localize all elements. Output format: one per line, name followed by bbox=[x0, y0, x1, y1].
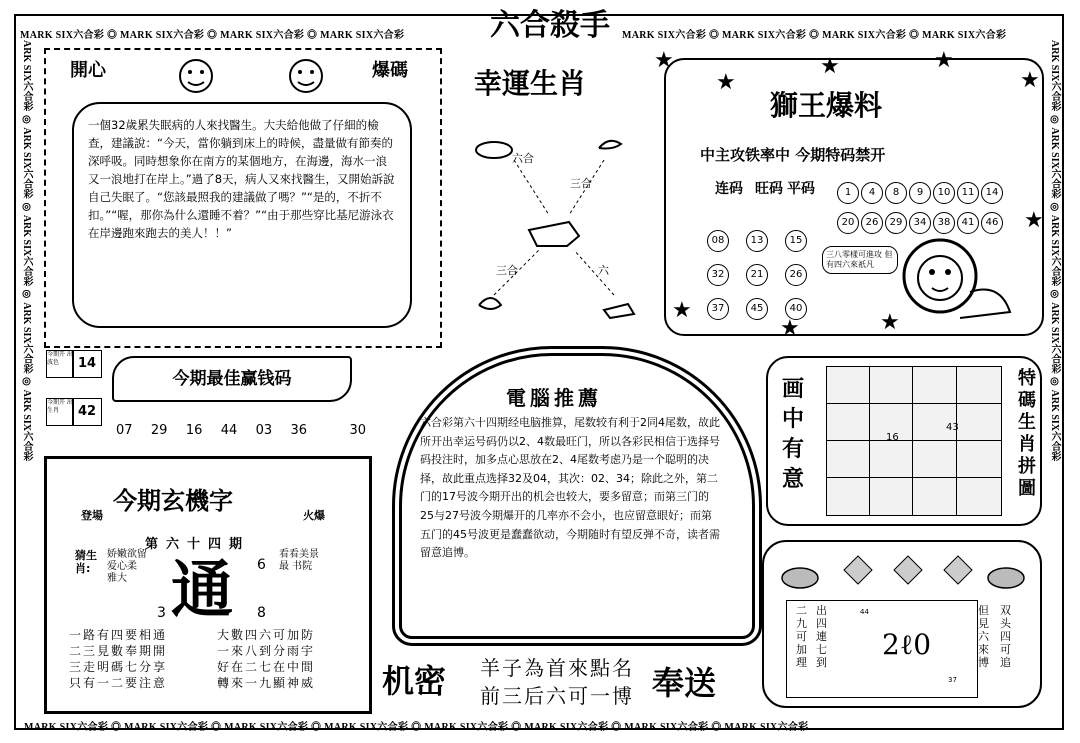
xuanji-poem-right: 大數四六可加防 一來八到分雨宇 好在二七在中間 轉來一九顯神威 bbox=[217, 628, 316, 690]
story-body: 一個32歲累失眠病的人來找醫生。大夫給他做了仔細的檢查，建議說：“今天，當你躺到床上的時候，盡量做有節奏的深呼吸。同時想象你在南方的某個地方，在海邊，海水一浪又一浪地打在岸上。”過了8天，病人又來找醫生，又開始訴說自己失眠了。“您該最照我的建議做了嗎？”“是的，不折不扣。”“喔，那你為什么還睡不着？”“由于那些穿比基尼游泳衣在岸邊跑來跑去的美人！！” bbox=[72, 102, 412, 328]
lion-box bbox=[664, 54, 1044, 336]
best-number: 36 bbox=[290, 423, 308, 438]
xuanji-left-tag: 登場 bbox=[81, 509, 103, 522]
story-title-left: 開心 bbox=[70, 60, 106, 81]
xuanji-right-hint: 看看美景 最 书院 bbox=[279, 549, 319, 572]
left-strip: ARK SIX六合彩 ◎ ARK SIX六合彩 ◎ ARK SIX六合彩 ◎ ARK SIX六合彩 ◎ ARK SIX六合彩 bbox=[21, 40, 32, 462]
zodiac-label-2: 三合 bbox=[570, 177, 592, 190]
zodiac-label-1: 六合 bbox=[512, 152, 534, 165]
banned-row-2: 20 26 29 34 38 41 46 bbox=[836, 210, 1036, 236]
gold-ingot-icons bbox=[778, 550, 1028, 594]
xuanji-num: 6 bbox=[257, 557, 266, 573]
col-head-1: 连码 bbox=[715, 181, 743, 197]
prize-num: 44 bbox=[860, 608, 869, 616]
secret-line-2: 前三后六可一博 bbox=[480, 684, 634, 708]
best-title: 今期最佳赢钱码 bbox=[112, 356, 352, 402]
star-icon: ★ bbox=[934, 48, 954, 73]
zodiac-label-3: 三合 bbox=[496, 264, 518, 277]
star-icon: ★ bbox=[672, 298, 692, 323]
xuanji-num: 8 bbox=[257, 605, 266, 621]
prize-num: 37 bbox=[948, 676, 957, 684]
num-circle: 45 bbox=[746, 298, 768, 320]
num-circle: 13 bbox=[746, 230, 768, 252]
xuanji-big-char: 通 bbox=[171, 553, 234, 626]
num-circle: 40 bbox=[785, 298, 807, 320]
right-strip: ARK SIX六合彩 ◎ ARK SIX六合彩 ◎ ARK SIX六合彩 ◎ ARK SIX六合彩 ◎ ARK SIX六合彩 bbox=[1049, 40, 1060, 462]
star-icon: ★ bbox=[1020, 68, 1040, 93]
best-number: 44 bbox=[220, 423, 238, 438]
bottom-strip: MARK SIX六合彩 ◎ MARK SIX六合彩 ◎ MARK SIX六合彩 ◎ MARK SIX六合彩 ◎ MARK SIX六合彩 ◎ MARK SIX六合彩 ◎ MARK SIX六合彩 ◎ MARK SIX六合彩 bbox=[24, 722, 809, 733]
prize-left-poem2: 出四連七到 bbox=[816, 604, 827, 669]
lion-icon bbox=[900, 232, 1020, 328]
banned-row-1: 1 4 8 9 10 11 14 bbox=[836, 180, 1036, 206]
star-icon: ★ bbox=[880, 310, 900, 335]
lion-number-grid bbox=[706, 228, 826, 322]
lucky-zodiac-title: 幸運生肖 bbox=[474, 67, 587, 100]
zodiac-animals-icon bbox=[454, 120, 654, 340]
puzzle-box bbox=[766, 356, 1042, 526]
page-title: 六合殺手 bbox=[490, 8, 610, 43]
num-circle: 26 bbox=[785, 264, 807, 286]
lion-title: 獅王爆料 bbox=[770, 89, 883, 122]
num-circle: 08 bbox=[707, 230, 729, 252]
prize-left-poem: 二九可加理 bbox=[796, 604, 807, 669]
star-icon: ★ bbox=[820, 54, 840, 79]
star-icon: ★ bbox=[780, 316, 800, 341]
computer-title: 電腦推薦 bbox=[506, 386, 602, 410]
secret-label: 机密 bbox=[382, 662, 447, 700]
best-label-2: 今期开 出生肖 bbox=[46, 398, 74, 426]
strip-text: MARK SIX六合彩 bbox=[20, 30, 105, 41]
puzzle-left-title: 画中有意 bbox=[782, 376, 805, 492]
best-number: 30 bbox=[349, 423, 366, 438]
star-icon: ★ bbox=[1024, 208, 1044, 233]
lion-subtitle: 中主攻铁率中 今期特码禁开 bbox=[700, 146, 886, 164]
best-number: 16 bbox=[185, 423, 203, 438]
puzzle-grid bbox=[826, 366, 1000, 514]
xuanji-poem-left: 一路有四要相通 二三見數奉期開 三走明碼七分享 只有一二要注意 bbox=[69, 628, 168, 690]
computer-body: 六合彩第六十四期经电脑推算，尾数较有利于2同4尾数，故此所开出幸运号码仍以2、4数最旺门，所以各彩民相信于选择号码投注时，加多点心思放在2、4尾数考虑乃是一个聪明的决择，故此重点选择32及04，其次：02、34；除此之外，第二门的17号波今期开出的机会也较大，要多留意；而第三门的25与27号波今期爆开的几率亦不会小，也应留意眼好；而第五门的45号波更是蠢蠢欲动，今期随时有望反弹不奇，读者需留意追博。 bbox=[420, 416, 720, 560]
best-number: 03 bbox=[255, 423, 273, 438]
best-value-1: 14 bbox=[72, 350, 102, 378]
star-icon: ★ bbox=[716, 70, 736, 95]
col-head-2: 旺码 bbox=[755, 181, 783, 197]
num-circle: 15 bbox=[785, 230, 807, 252]
best-label-1: 今期开 出波色 bbox=[46, 350, 74, 378]
xuanji-right-tag: 火爆 bbox=[303, 509, 325, 522]
best-value-2: 42 bbox=[72, 398, 102, 426]
secret-tag: 奉送 bbox=[652, 664, 717, 702]
zodiac-label-4: 六 bbox=[598, 264, 609, 277]
xuanji-period: 第六十四期 bbox=[145, 537, 251, 552]
prize-right-poem: 但見六來博 bbox=[978, 604, 989, 669]
story-title-right: 爆碼 bbox=[372, 60, 408, 81]
puzzle-right-title: 特碼生肖拼圖 bbox=[1018, 368, 1036, 499]
secret-line-1: 羊子為首來點名 bbox=[480, 656, 634, 680]
prize-box bbox=[762, 540, 1042, 708]
num-circle: 21 bbox=[746, 264, 768, 286]
col-head-3: 平码 bbox=[787, 181, 815, 197]
xuanji-side-label: 猜生肖: bbox=[75, 549, 97, 575]
best-number: 29 bbox=[150, 423, 168, 438]
puzzle-num: 43 bbox=[946, 422, 959, 433]
star-icon: ★ bbox=[654, 48, 674, 73]
cartoon-faces-icon bbox=[166, 54, 336, 98]
xuanji-title: 今期玄機字 bbox=[113, 486, 233, 515]
top-strip-right: MARK SIX六合彩 ◎ MARK SIX六合彩 ◎ MARK SIX六合彩 ◎ MARK SIX六合彩 bbox=[622, 30, 1007, 41]
best-number: 07 bbox=[116, 423, 133, 438]
puzzle-num: 16 bbox=[886, 432, 899, 443]
xuanji-num: 3 bbox=[157, 605, 166, 621]
num-circle: 37 bbox=[707, 298, 729, 320]
best-numbers bbox=[116, 423, 366, 438]
prize-right-poem2: 双头四可追 bbox=[1000, 604, 1011, 669]
num-circle: 32 bbox=[707, 264, 729, 286]
lion-bubble: 三八零樣可進攻 但有四六來祇凡 bbox=[822, 246, 898, 274]
xuanji-box bbox=[44, 456, 372, 714]
top-strip-left: MARK SIX六合彩 ◎ MARK SIX六合彩 ◎ MARK SIX六合彩 ◎ MARK SIX六合彩 bbox=[20, 30, 405, 41]
prize-center: 2ℓ0 bbox=[882, 628, 932, 661]
xuanji-left-hint: 娇嫩欲留 爱心柔 雅大 bbox=[107, 549, 147, 584]
story-box bbox=[44, 48, 442, 348]
